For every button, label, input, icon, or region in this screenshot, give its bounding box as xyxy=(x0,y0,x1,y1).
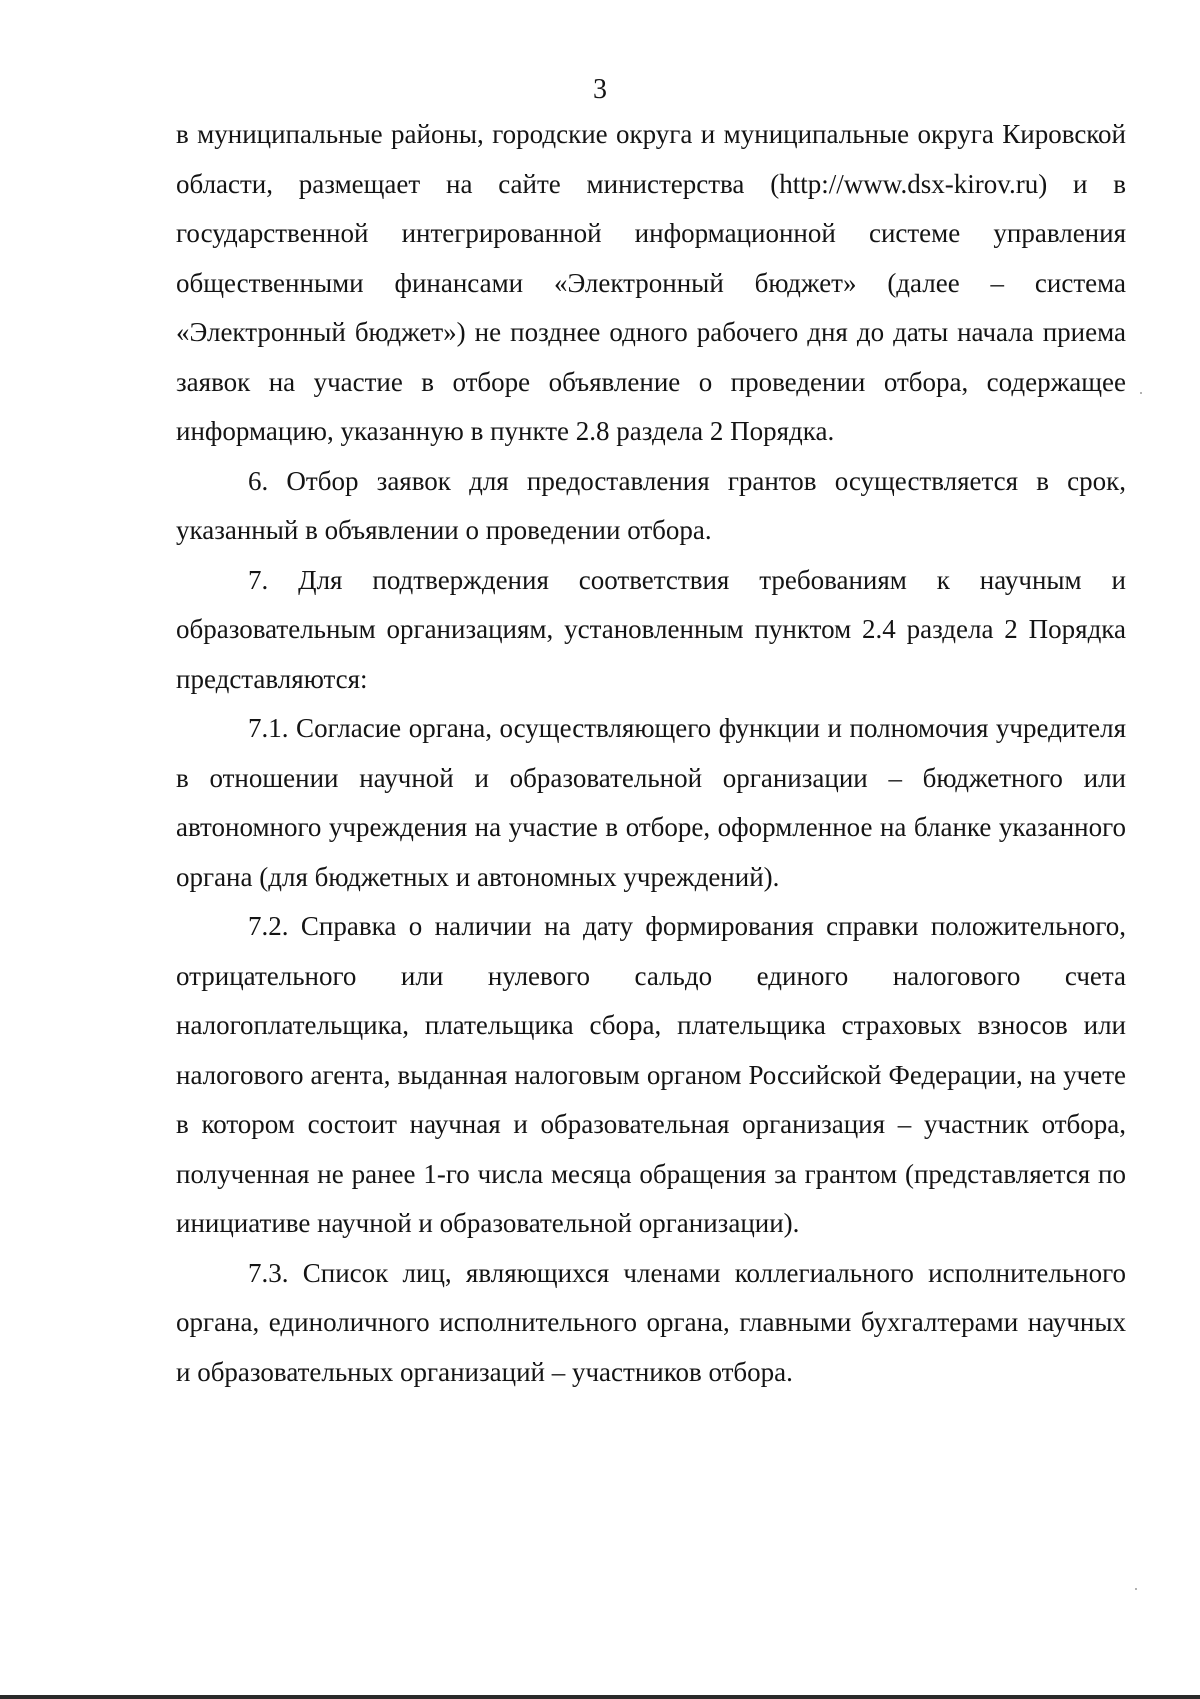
scan-bottom-edge xyxy=(0,1695,1200,1699)
scan-speck xyxy=(1135,1588,1137,1590)
paragraph-item-7-1: 7.1. Согласие органа, осуществляющего функции и полномочия учредителя в отношении научной и образовательной организации – бюджетного или автономного учреждения на участие в отборе, оформленное на бланке указанного органа (для бюджетных и автономных учреждений). xyxy=(176,713,1126,892)
scan-speck xyxy=(1140,392,1142,394)
paragraph-item-7-2: 7.2. Справка о наличии на дату формирования справки положительного, отрицательного или нулевого сальдо единого налогового счета налогоплательщика, плательщика сбора, плательщика страховых взносов или налогового агента, выданная налоговым органом Российской Федерации, на учете в котором состоит научная и образовательная организация – участник отбора, полученная не ранее 1-го числа месяца обращения за грантом (представляется по инициативе научной и образовательной организации). xyxy=(176,911,1126,1238)
page-number: 3 xyxy=(593,74,607,105)
document-body xyxy=(176,110,1126,1397)
paragraph-continuation xyxy=(176,110,1126,457)
paragraph-text-before-url: в муниципальные районы, городские округа и муниципальные округа Кировской области, размещает на сайте министерства xyxy=(176,119,1126,199)
paragraph-text-after-url: и в государственной интегрированной информационной системе управления общественными финансами «Электронный бюджет» (далее – система «Электронный бюджет») не позднее одного рабочего дня до даты начала приема заявок на участие в отборе объявление о проведении отбора, содержащее информацию, указанную в пункте 2.8 раздела 2 Порядка. xyxy=(176,168,1126,446)
ministry-website-link[interactable]: (http://www.dsx-kirov.ru) xyxy=(770,168,1048,199)
paragraph-item-7-3: 7.3. Список лиц, являющихся членами коллегиального исполнительного органа, единоличного исполнительного органа, главными бухгалтерами научных и образовательных организаций – участников отбора. xyxy=(176,1257,1126,1387)
paragraph-item-6: 6. Отбор заявок для предоставления грантов осуществляется в срок, указанный в объявлении о проведении отбора. xyxy=(176,465,1126,545)
paragraph-item-7: 7. Для подтверждения соответствия требованиям к научным и образовательным организациям, установленным пунктом 2.4 раздела 2 Порядка представляются: xyxy=(176,564,1126,694)
